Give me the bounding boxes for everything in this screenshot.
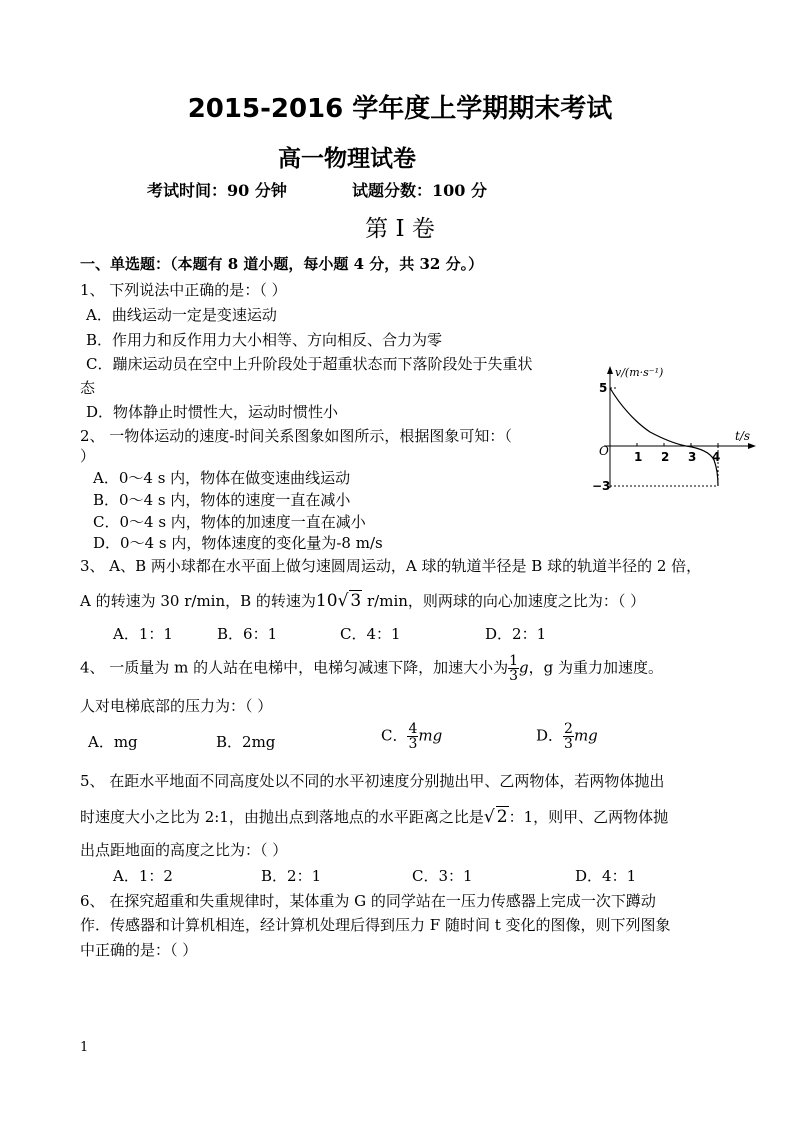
graph-y-label: v/(m·s⁻¹): [615, 366, 664, 379]
q2-option-c: C．0～4 s 内，物体的加速度一直在减小: [93, 513, 366, 531]
q1-option-a: A．曲线运动一定是变速运动: [86, 306, 277, 324]
q3-coef: 10: [315, 591, 338, 611]
q5-line2-b: ：1，则甲、乙两物体抛: [508, 808, 669, 826]
q4-frac-num: 1: [509, 653, 518, 669]
q2-stem-cont: ）: [80, 447, 96, 465]
sqrt-sign: √: [337, 591, 349, 611]
exam-title: 2015-2016 学年度上学期期末考试: [187, 94, 613, 124]
q5-option-a: A．1：2: [113, 867, 173, 885]
q5-option-b: B．2：1: [261, 867, 322, 885]
graph-x-tick-2: 2: [661, 450, 670, 464]
q1-option-d: D．物体静止时惯性大，运动时惯性小: [86, 403, 339, 421]
sqrt-sign: √: [483, 807, 495, 827]
q4-opt-c-prefix: C．: [381, 726, 408, 745]
q5-line3: 出点距地面的高度之比为：（ ）: [80, 841, 288, 859]
q2-stem: 2、 一物体运动的速度-时间关系图象如图所示，根据图象可知：（: [80, 427, 512, 445]
q6-line1: 6、 在探究超重和失重规律时，某体重为 G 的同学站在一压力传感器上完成一次下蹲动: [80, 892, 656, 910]
graph-curve: [610, 388, 721, 486]
subject-title: 高一物理试卷: [278, 146, 416, 172]
q4-option-b: B．2mg: [216, 733, 276, 751]
q1-option-c-cont: 态: [80, 379, 96, 397]
q2-option-b: B．0～4 s 内，物体的速度一直在减小: [93, 491, 351, 509]
graph-x-tick-3: 3: [688, 450, 697, 464]
q4-fraction: [508, 654, 519, 683]
q4-line1-a: 4、 一质量为 m 的人站在电梯中，电梯匀减速下降，加速大小为: [80, 658, 509, 677]
q3-option-d: D．2：1: [485, 625, 547, 643]
q5-option-c: C．3：1: [412, 867, 473, 885]
q3-option-c: C．4：1: [340, 625, 401, 643]
q4-opt-d-var: mg: [573, 726, 598, 745]
vt-graph: [590, 360, 760, 500]
q5-line2: [80, 806, 668, 827]
exam-score: 试题分数：100 分: [352, 181, 487, 200]
q3-line2-a: A 的转速为 30 r/min，B 的转速为: [80, 592, 316, 610]
graph-origin: O: [599, 444, 609, 458]
graph-x-label: t/s: [735, 429, 751, 443]
section-heading: 一、单选题：（本题有 8 道小题，每小题 4 分，共 32 分。）: [80, 255, 484, 273]
q4-option-a: A．mg: [88, 733, 138, 751]
page-number: 1: [80, 1040, 89, 1055]
volume-title: 第 I 卷: [365, 216, 435, 242]
exam-time: 考试时间：90 分钟: [147, 181, 287, 200]
q4-line1: [80, 654, 663, 683]
q4-frac-den: 3: [509, 668, 518, 684]
q4-option-d: [536, 722, 598, 751]
q4-opt-c-den: 3: [408, 736, 418, 752]
q1-stem: 1、 下列说法中正确的是：（ ）: [80, 281, 287, 299]
q5-option-d: D．4：1: [575, 867, 637, 885]
q4-opt-d-den: 3: [564, 736, 573, 752]
q4-opt-c-frac: [407, 722, 418, 751]
q5-line1: 5、 在距水平地面不同高度处以不同的水平初速度分别抛出甲、乙两物体，若两物体抛出: [80, 772, 665, 790]
q6-line3: 中正确的是：（ ）: [80, 941, 198, 959]
q5-line2-a: 时速度大小之比为 2:1，由抛出点到落地点的水平距离之比是: [80, 808, 484, 826]
q4-line2: 人对电梯底部的压力为：（ ）: [80, 697, 273, 715]
q2-option-d: D．0～4 s 内，物体速度的变化量为-8 m/s: [93, 534, 383, 552]
q4-option-c: [381, 722, 442, 751]
q1-option-c: C．蹦床运动员在空中上升阶段处于超重状态而下落阶段处于失重状: [86, 355, 533, 373]
q4-opt-d-frac: [563, 722, 574, 751]
graph-x-tick-4: 4: [712, 450, 721, 464]
q4-line1-b: ，g 为重力加速度。: [528, 658, 663, 677]
q3-line1: 3、 A、B 两小球都在水平面上做匀速圆周运动，A 球的轨道半径是 B 球的轨道半径的 2 倍，: [80, 557, 702, 575]
q5-root: 2: [496, 807, 508, 827]
q4-opt-c-num: 4: [408, 721, 418, 737]
graph-x-tick-1: 1: [634, 450, 643, 464]
q6-line2: 作．传感器和计算机相连，经计算机处理后得到压力 F 随时间 t 变化的图像，则下列图象: [80, 916, 671, 934]
q4-opt-d-num: 2: [564, 721, 573, 737]
q3-line2: [80, 590, 645, 611]
q3-option-b: B．6：1: [217, 625, 278, 643]
graph-x-arrow: [748, 443, 756, 449]
q3-option-a: A．1：1: [113, 625, 173, 643]
q2-option-a: A．0～4 s 内，物体在做变速曲线运动: [93, 469, 351, 487]
q4-opt-d-prefix: D．: [536, 726, 564, 745]
q3-line2-b: r/min，则两球的向心加速度之比为：（ ）: [362, 592, 646, 610]
graph-y-tick-neg3: −3: [592, 479, 611, 493]
graph-y-arrow: [607, 366, 613, 374]
q4-opt-c-var: mg: [418, 726, 443, 745]
graph-y-tick-5: 5: [599, 381, 608, 395]
q3-root: 3: [350, 591, 362, 611]
q4-frac-var: g: [519, 658, 529, 677]
q1-option-b: B．作用力和反作用力大小相等、方向相反、合力为零: [86, 331, 443, 349]
